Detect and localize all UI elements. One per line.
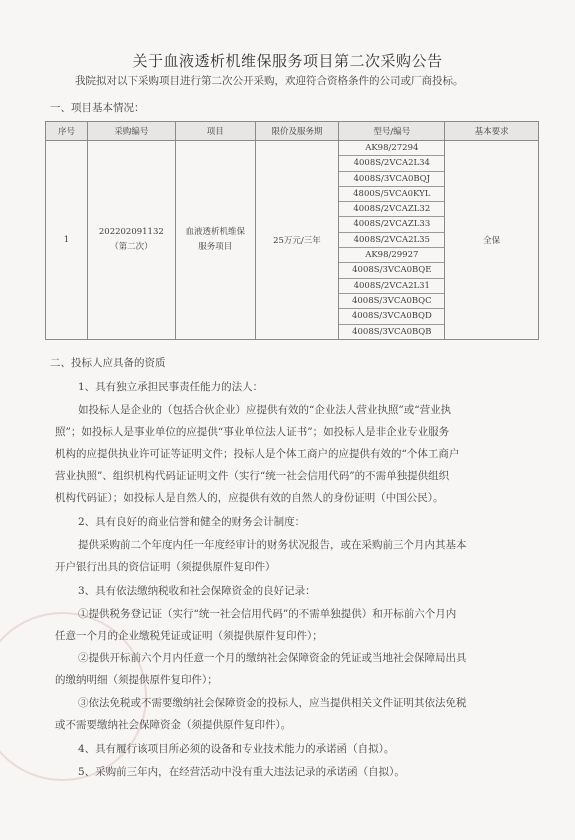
col-header-model: 型号/编号 (339, 122, 445, 141)
model-item: 4008S/3VCA0BQE (339, 263, 444, 278)
qualification-4: 4、具有履行该项目所必须的设备和专业技术能力的承诺函（自拟）。 (78, 743, 395, 755)
cell-requirement: 全保 (445, 141, 539, 340)
col-header-code: 采购编号 (87, 122, 175, 141)
section-heading-basic-info: 一、项目基本情况： (50, 102, 145, 114)
model-item: 4008S/2VCA2L34 (339, 156, 444, 171)
cell-no: 1 (46, 141, 88, 340)
qualification-3a-line: ①提供税务登记证（实行“统一社会信用代码”的不需单独提供）和开标前六个月内 (78, 608, 457, 620)
qualification-1-line: 照”；如投标人是事业单位的应提供“事业单位法人证书”；如投标人是非企业专业服务 (55, 426, 450, 438)
model-item: 4008S/3VCA0BQB (352, 326, 432, 337)
model-item: 4008S/3VCA0BQJ (339, 172, 444, 187)
qualification-2: 2、具有良好的商业信誉和健全的财务会计制度： (78, 516, 306, 528)
model-item: 4008S/3VCA0BQC (339, 294, 444, 309)
qualification-3c-line: ③依法免税或不需要缴纳社会保障资金的投标人，应当提供相关文件证明其依法免税 (78, 697, 467, 709)
model-item: 4800S/5VCA0KYL (339, 187, 444, 202)
cell-price: 25万元/三年 (255, 141, 339, 340)
cell-code-line2: （第二次） (110, 241, 153, 252)
qualification-5: 5、采购前三年内，在经营活动中没有重大违法记录的承诺函（自拟）。 (78, 766, 405, 778)
model-item: AK98/29927 (339, 248, 444, 263)
model-item: 4008S/3VCA0BQD (339, 309, 444, 324)
model-item: 4008S/2VCAZL32 (339, 202, 444, 217)
qualification-2-line: 提供采购前二个年度内任一年度经审计的财务状况报告，或在采购前三个月内其基本 (78, 539, 467, 551)
qualification-1: 1、具有独立承担民事责任能力的法人： (78, 381, 264, 393)
model-item: AK98/27294 (339, 141, 444, 156)
qualification-1-line: 如投标人是企业的（包括合伙企业）应提供有效的“企业法人营业执照”或“营业执 (78, 404, 452, 416)
intro-text: 我院拟对以下采购项目进行第二次公开采购，欢迎符合资格条件的公司或厂商投标。 (75, 75, 464, 87)
cell-code (87, 141, 175, 340)
cell-code-line1: 202202091132 (98, 226, 164, 237)
qualification-3b-line: 的缴纳明细（须提供原件复印件）； (55, 674, 218, 686)
model-item: 4008S/2VCAZL33 (339, 217, 444, 232)
qualification-2-line: 开户银行出具的资信证明（须提供原件复印件） (55, 561, 276, 573)
qualification-3c-line: 或不需要缴纳社会保障资金（须提供原件复印件）。 (55, 719, 292, 731)
qualification-3: 3、具有依法缴纳税收和社会保障资金的良好记录： (78, 585, 316, 597)
qualification-1-line: 机构的应提供执业许可证等证明文件；投标人是个体工商户的应提供有效的“个体工商户 (55, 448, 460, 460)
qualification-1-line: 机构代码证）；如投标人是自然人的，应提供有效的自然人的身份证明（中国公民）。 (55, 492, 444, 504)
page-title: 关于血液透析机维保服务项目第二次采购公告 (132, 52, 443, 70)
col-header-price: 限价及服务期 (255, 122, 339, 141)
qualification-1-line: 营业执照”、组织机构代码证证明文件（实行“统一社会信用代码”的不需单独提供组织 (55, 470, 450, 482)
cell-project (175, 141, 255, 340)
col-header-project: 项目 (175, 122, 255, 141)
cell-project-line1: 血液透析机维保 (185, 226, 245, 237)
model-item: 4008S/2VCA2L35 (339, 233, 444, 248)
qualification-3a-line: 任意一个月的企业缴税凭证或证明（须提供原件复印件）； (55, 630, 323, 642)
model-item: 4008S/2VCA2L31 (339, 279, 444, 294)
qualification-3b-line: ②提供开标前六个月内任意一个月的缴纳社会保障资金的凭证或当地社会保障局出具 (78, 652, 467, 664)
project-table (45, 121, 539, 340)
cell-project-line2: 服务项目 (198, 241, 233, 252)
col-header-no: 序号 (46, 122, 88, 141)
table-header-row (46, 122, 539, 141)
section-heading-qualifications: 二、投标人应具备的资质 (50, 357, 166, 369)
col-header-requirement: 基本要求 (445, 122, 539, 141)
table-row (46, 141, 539, 340)
cell-models (339, 141, 445, 340)
